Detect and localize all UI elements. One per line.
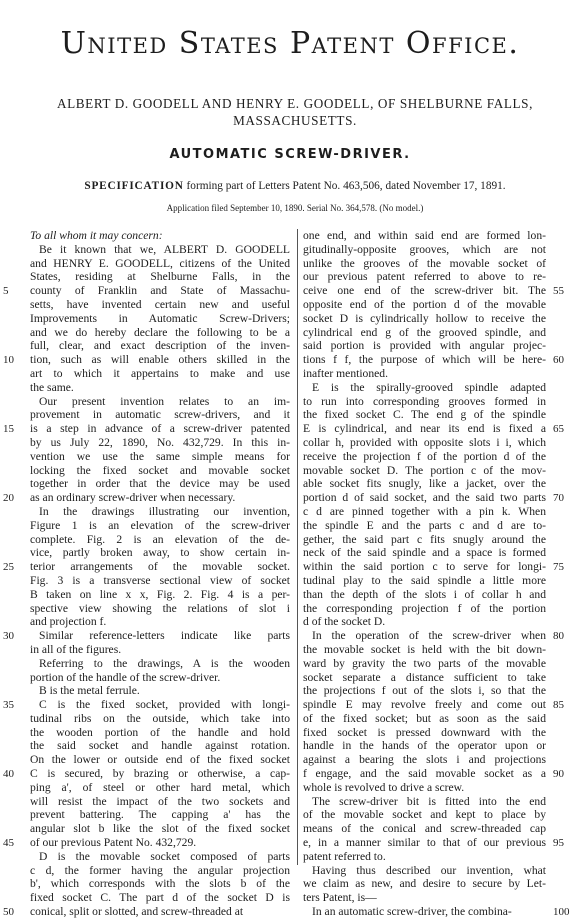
text-line: B is the metal ferrule. bbox=[39, 684, 140, 698]
text-line: the same. bbox=[30, 380, 74, 394]
text-line: f engage, and the said movable socket as a bbox=[303, 767, 546, 781]
text-line: handle in the hands of the operator upon or bbox=[303, 739, 546, 753]
text-line: setts, have invented certain new and useful bbox=[30, 297, 290, 311]
invention-title: AUTOMATIC SCREW-DRIVER. bbox=[169, 147, 411, 162]
text-line: To all whom it may concern: bbox=[30, 229, 163, 242]
text-line: angular slot b like the slot of the fixed socket bbox=[30, 822, 290, 836]
line-number: 80 bbox=[553, 630, 564, 643]
text-line: tions f f, the purpose of which will be here- bbox=[303, 353, 546, 367]
line-number: 40 bbox=[3, 768, 14, 781]
text-line: ward by gravity the two parts of the movable bbox=[303, 656, 546, 670]
text-line: spective view showing the relations of slot i bbox=[30, 601, 290, 615]
line-number: 75 bbox=[553, 561, 564, 574]
text-line: the corresponding projection f of the portion bbox=[303, 601, 546, 615]
line-number: 60 bbox=[553, 354, 564, 367]
text-line: On the lower or outside end of the fixed socket bbox=[30, 753, 290, 767]
text-line: provement in automatic screw-drivers, and it bbox=[30, 408, 290, 422]
text-line: terior arrangements of the movable socket. bbox=[30, 560, 290, 574]
text-line: ceive one end of the screw-driver bit. The bbox=[303, 284, 546, 298]
line-number: 65 bbox=[553, 423, 564, 436]
text-line: complete. Fig. 2 is an elevation of the de- bbox=[30, 532, 290, 546]
text-line: C is secured, by brazing or otherwise, a cap- bbox=[30, 767, 290, 781]
text-line: we claim as new, and desire to secure by Let- bbox=[303, 877, 546, 891]
text-line: receive the projection f of the portion d of the bbox=[303, 449, 546, 463]
specification-label: SPECIFICATION bbox=[84, 180, 184, 192]
application-filed-line: Application filed September 10, 1890. Serial No. 364,578. (No model.) bbox=[166, 203, 424, 213]
text-line: of the fixed socket; but as soon as the said bbox=[303, 711, 546, 725]
text-line: Our present invention relates to an im- bbox=[39, 394, 290, 408]
text-line: vention we use the same simple means for bbox=[30, 449, 290, 463]
line-number: 15 bbox=[3, 423, 14, 436]
text-line: and HENRY E. GOODELL, citizens of the United bbox=[30, 256, 290, 270]
text-line: full, clear, and exact description of the inven- bbox=[30, 339, 290, 353]
text-line: B taken on line x x, Fig. 2. Fig. 4 is a per- bbox=[30, 587, 290, 601]
text-line: The screw-driver bit is fitted into the end bbox=[312, 794, 546, 808]
specification-line bbox=[40, 180, 550, 192]
line-number: 45 bbox=[3, 837, 14, 850]
text-line: socket separate a distance sufficient to take bbox=[303, 670, 546, 684]
text-line: the projections f out of the slots i, so that the bbox=[303, 684, 546, 698]
text-line: b', which corresponds with the slots b of the bbox=[30, 877, 290, 891]
text-line: of the movable socket and kept to place by bbox=[303, 808, 546, 822]
text-line: C is the fixed socket, provided with longi- bbox=[39, 698, 290, 712]
text-line: is a step in advance of a screw-driver patented bbox=[30, 422, 290, 436]
text-line: county of Franklin and State of Massachu- bbox=[30, 284, 290, 298]
text-line: the movable socket is held with the bit down- bbox=[303, 642, 546, 656]
text-line: Referring to the drawings, A is the wooden bbox=[39, 656, 290, 670]
column-divider bbox=[297, 229, 298, 865]
text-line: spindle E may revolve freely and come out bbox=[303, 698, 546, 712]
text-line: c d are pinned together with a pin k. When bbox=[303, 504, 546, 518]
right-text-column bbox=[303, 229, 546, 919]
text-line: art to which it appertains to make and use bbox=[30, 366, 290, 380]
line-number: 20 bbox=[3, 492, 14, 505]
text-line: prevent battering. The capping a' has the bbox=[30, 808, 290, 822]
inventors-line-2: MASSACHUSETTS. bbox=[233, 113, 357, 128]
text-line: locking the fixed socket and movable socket bbox=[30, 463, 290, 477]
text-line: d of the socket D. bbox=[303, 615, 386, 629]
text-line: Figure 1 is an elevation of the screw-driver bbox=[30, 518, 290, 532]
text-line: In the operation of the screw-driver when bbox=[312, 629, 546, 643]
text-line: will resist the impact of the two sockets and bbox=[30, 794, 290, 808]
text-line: of our previous Patent No. 432,729. bbox=[30, 836, 197, 850]
text-line: against a bearing the slots i and projections bbox=[303, 753, 546, 767]
line-number: 95 bbox=[553, 837, 564, 850]
text-line: fixed socket is pressed downward with the bbox=[303, 725, 546, 739]
text-line: vice, partly broken away, to show certain in- bbox=[30, 546, 290, 560]
specification-text: forming part of Letters Patent No. 463,506, dated November 17, 1891. bbox=[186, 180, 506, 192]
text-line: conical, split or slotted, and screw-threaded at bbox=[30, 905, 244, 919]
text-line: gether, the said part c fits snugly around the bbox=[303, 532, 546, 546]
line-number: 35 bbox=[3, 699, 14, 712]
line-number: 55 bbox=[553, 285, 564, 298]
text-line: Be it known that we, ALBERT D. GOODELL bbox=[39, 242, 290, 256]
text-line: movable socket D. The portion c of the mov- bbox=[303, 463, 546, 477]
text-line: c d, the former having the angular projection bbox=[30, 863, 290, 877]
text-line: collar h, provided with opposite slots i i, which bbox=[303, 435, 546, 449]
text-line: tudinal play to the said spindle a little more bbox=[303, 573, 546, 587]
line-number: 85 bbox=[553, 699, 564, 712]
text-line: gitudinally-opposite grooves, which are not bbox=[303, 242, 546, 256]
text-line: Similar reference-letters indicate like parts bbox=[39, 629, 290, 643]
line-number: 10 bbox=[3, 354, 14, 367]
text-line: our previous patent referred to above to re- bbox=[303, 270, 546, 284]
text-line: States, residing at Shelburne Falls, in the bbox=[30, 270, 290, 284]
text-line: by us July 22, 1890, No. 432,729. In this in- bbox=[30, 435, 290, 449]
text-line: ping a', of steel or other hard metal, which bbox=[30, 780, 290, 794]
line-number: 30 bbox=[3, 630, 14, 643]
text-line: socket D is cylindrically hollow to receive the bbox=[303, 311, 546, 325]
text-line: tion, such as will enable others skilled in the bbox=[30, 353, 290, 367]
text-line: said portion is provided with angular projec- bbox=[303, 339, 546, 353]
office-heading: United States Patent Office. bbox=[60, 26, 520, 61]
line-number: 25 bbox=[3, 561, 14, 574]
text-line: portion d of said socket, and the said two parts bbox=[303, 491, 546, 505]
text-line: to run into corresponding grooves formed in bbox=[303, 394, 546, 408]
text-line: portion of the handle of the screw-driver. bbox=[30, 670, 221, 684]
text-line: Fig. 3 is a transverse sectional view of socket bbox=[30, 573, 290, 587]
text-line: the wooden portion of the handle and hold bbox=[30, 725, 290, 739]
text-line: E is cylindrical, and near its end is fixed a bbox=[303, 422, 546, 436]
text-line: Improvements in Automatic Screw-Drivers; bbox=[30, 311, 290, 325]
text-line: Having thus described our invention, what bbox=[312, 863, 546, 877]
text-line: than the depth of the slots i of collar h and bbox=[303, 587, 546, 601]
text-line: neck of the said spindle and a space is formed bbox=[303, 546, 546, 560]
text-line: means of the conical and screw-threaded cap bbox=[303, 822, 546, 836]
left-text-column bbox=[30, 229, 290, 919]
text-line: the fixed socket C. The end g of the spindle bbox=[303, 408, 546, 422]
text-line: and we do hereby declare the following to be a bbox=[30, 325, 290, 339]
text-line: able socket fits snugly, like a jacket, over the bbox=[303, 477, 546, 491]
text-line: E is the spirally-grooved spindle adapted bbox=[312, 380, 546, 394]
inventors-heading bbox=[40, 95, 550, 129]
text-line: together in order that the device may be used bbox=[30, 477, 290, 491]
text-line: fixed socket C. The part d of the socket D is bbox=[30, 891, 290, 905]
text-line: the said socket and handle against rotation. bbox=[30, 739, 290, 753]
text-line: cylindrical end g of the grooved spindle, and bbox=[303, 325, 546, 339]
text-line: one end, and within said end are formed lon- bbox=[303, 229, 546, 242]
text-line: in all of the figures. bbox=[30, 642, 122, 656]
text-line: and projection f. bbox=[30, 615, 107, 629]
text-line: whole is revolved to drive a screw. bbox=[303, 780, 465, 794]
text-line: the spindle E and the parts c and d are to- bbox=[303, 518, 546, 532]
text-line: D is the movable socket composed of parts bbox=[39, 849, 290, 863]
text-line: e, in a manner similar to that of our previous bbox=[303, 836, 546, 850]
line-number: 70 bbox=[553, 492, 564, 505]
text-line: as an ordinary screw-driver when necessary. bbox=[30, 491, 236, 505]
text-line: patent referred to. bbox=[303, 849, 386, 863]
text-line: unlike the grooves of the movable socket of bbox=[303, 256, 546, 270]
text-line: In the drawings illustrating our invention, bbox=[39, 504, 290, 518]
text-line: In an automatic screw-driver, the combina- bbox=[312, 905, 512, 919]
text-line: opposite end of the portion d of the movable bbox=[303, 297, 546, 311]
line-number: 5 bbox=[3, 285, 9, 298]
text-line: within the said portion c to serve for longi- bbox=[303, 560, 546, 574]
inventors-line-1: ALBERT D. GOODELL AND HENRY E. GOODELL, OF SHELBURNE FALLS, bbox=[56, 96, 533, 111]
text-line: tudinal ribs on the outside, which take into bbox=[30, 711, 290, 725]
line-number: 50 bbox=[3, 906, 14, 919]
text-line: ters Patent, is— bbox=[303, 891, 377, 905]
line-number: 90 bbox=[553, 768, 564, 781]
text-line: inafter mentioned. bbox=[303, 366, 388, 380]
line-number: 100 bbox=[553, 906, 570, 919]
